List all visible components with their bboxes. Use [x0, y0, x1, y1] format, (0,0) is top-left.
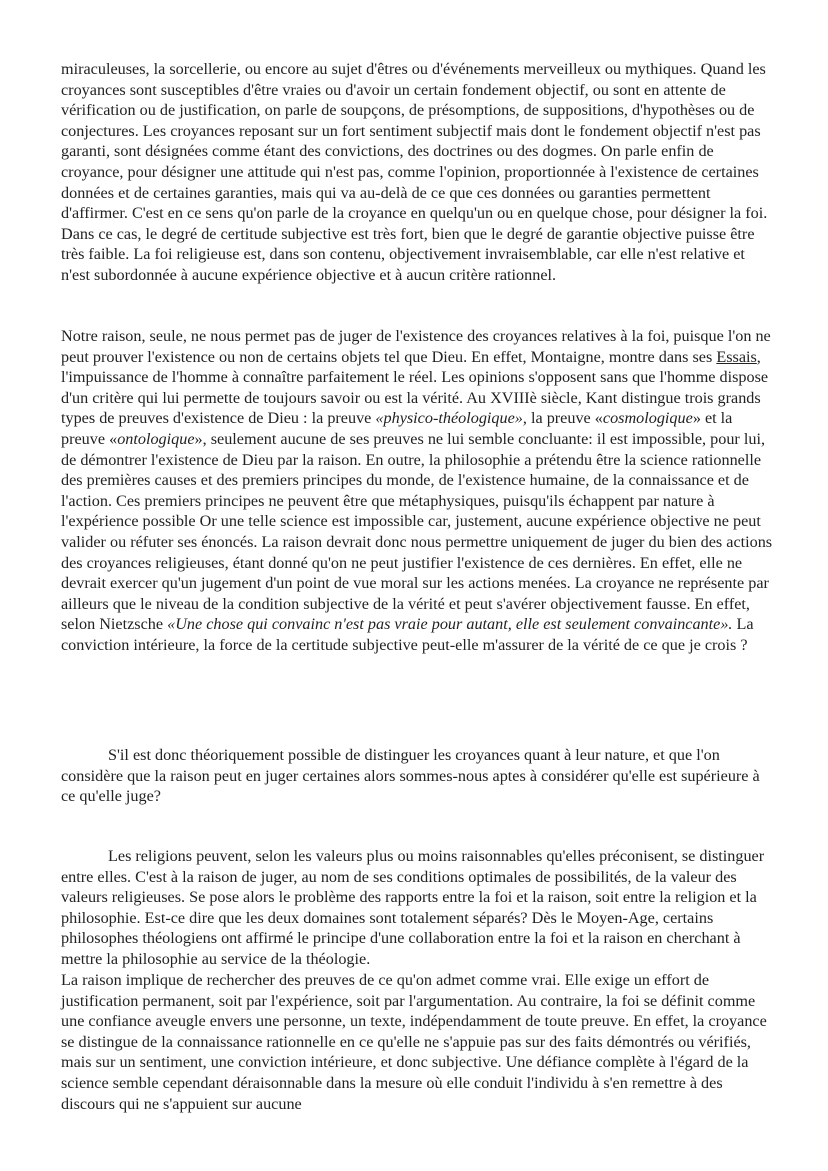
text-segment: Notre raison, seule, ne nous permet pas de juger de l'existence des croyances relatives à la foi, puisque l'on ne peut prouver l'existence ou non de certains objets tel que Dieu. En effet, Montaigne, montre dans ses: [61, 327, 771, 366]
essais-title: Essais: [716, 347, 757, 366]
paragraph-croyances-definitions: miraculeuses, la sorcellerie, ou encore au sujet d'êtres ou d'événements merveilleux ou mythiques. Quand les croyances sont susceptibles d'être vraies ou d'avoir un certain fondement objectif, ou sont en attente de vérification ou de justification, on parle de soupçons, de présomptions, de suppositions, d'hypothèses ou de conjectures. Les croyances reposant sur un fort sentiment subjectif mais dont le fondement objectif n'est pas garanti, sont désignées comme étant des convictions, des doctrines ou des dogmes. On parle enfin de croyance, pour désigner une attitude qui n'est pas, comme l'opinion, proportionnée à l'existence de certaines données et de certaines garanties, mais qui va au-delà de ce que ces données ou garanties permettent d'affirmer. C'est en ce sens qu'on parle de la croyance en quelqu'un ou en quelque chose, pour désigner la foi. Dans ce cas, le degré de certitude subjective est très fort, bien que le degré de garantie objective puisse être très faible. La foi religieuse est, dans son contenu, objectivement invraisemblable, car elle n'est relative et n'est subordonnée à aucune expérience objective et à aucun critère rationnel.: [61, 60, 768, 284]
text-segment: , l'impuissance de l'homme à connaître parfaitement le réel. Les opinions s'opposent sans que l'homme dispose d'un critère qui lui permette de toujours savoir ou est la vérité. Au XVIIIè siècle, Kant distingue trois grands types de preuves d'existence de Dieu : la preuve: [61, 347, 769, 428]
text-segment: , la preuve «: [522, 409, 603, 428]
paragraph-raison-preuves: La raison implique de rechercher des preuves de ce qu'on admet comme vrai. Elle exige un effort de justification permanent, soit par l'expérience, soit par l'argumentation. Au contraire, la foi se définit comme une confiance aveugle envers une personne, un texte, indépendamment de toute preuve. En effet, la croyance se distingue de la connaissance rationnelle en ce qu'elle ne s'appuie pas sur des faits démontrés ou vérifiés, mais sur un sentiment, une conviction intérieure, et donc subjective. Une défiance complète à l'égard de la science semble cependant déraisonnable dans la mesure où elle conduit l'individu à s'en remettre à des discours qui ne s'appuient sur aucune: [61, 971, 767, 1113]
quote-ontologique: ontologique: [117, 429, 195, 448]
quote-nietzsche: «Une chose qui convainc n'est pas vraie pour autant, elle est seulement convaincante».: [167, 615, 733, 634]
text-segment: », seulement aucune de ses preuves ne lui semble concluante: il est impossible, pour lui, de démontrer l'existence de Dieu par la raison. En outre, la philosophie a prétendu être la science rationnelle des premières causes et des premiers principes du monde, de l'existence humaine, de la connaissance et de l'action. Ces premiers principes ne peuvent être que métaphysiques, puisqu'ils échappent par nature à l'expérience possible Or une telle science est impossible car, justement, aucune expérience objective ne peut valider ou réfuter ses énoncés. La raison devrait donc nous permettre uniquement de juger du bien des actions des croyances religieuses, étant donné qu'on ne peut justifier l'existence de ces dernières. En effet, elle ne devrait exercer qu'un jugement d'un point de vue moral sur les actions menées. La croyance ne représente par ailleurs que le niveau de la condition subjective de la vérité et peut s'avérer objectivement fausse. En effet, selon Nietzsche: [61, 429, 773, 634]
quote-cosmologique: cosmologique: [602, 409, 693, 428]
quote-physico-theologique: «physico-théologique»: [375, 409, 523, 428]
text-segment: » et la preuve «: [61, 409, 733, 448]
paragraph-raison-foi: [61, 326, 773, 656]
paragraph-problematique: S'il est donc théoriquement possible de distinguer les croyances quant à leur nature, et que l'on considère que la raison peut en juger certaines alors sommes-nous aptes à considérer qu'elle est supérieure à ce qu'elle juge?: [61, 746, 760, 806]
paragraph-religions: Les religions peuvent, selon les valeurs plus ou moins raisonnables qu'elles préconisent, se distinguer entre elles. C'est à la raison de juger, au nom de ses conditions optimales de possibilités, de la valeur des valeurs religieuses. Se pose alors le problème des rapports entre la foi et la raison, soit entre la religion et la philosophie. Est-ce dire que les deux domaines sont totalement séparés? Dès le Moyen-Age, certains philosophes théologiens ont affirmé le principe d'une collaboration entre la foi et la raison en cherchant à mettre la philosophie au service de la théologie.: [61, 847, 765, 968]
text-segment: La conviction intérieure, la force de la certitude subjective peut-elle m'assurer de la vérité de ce que je crois ?: [61, 615, 754, 654]
